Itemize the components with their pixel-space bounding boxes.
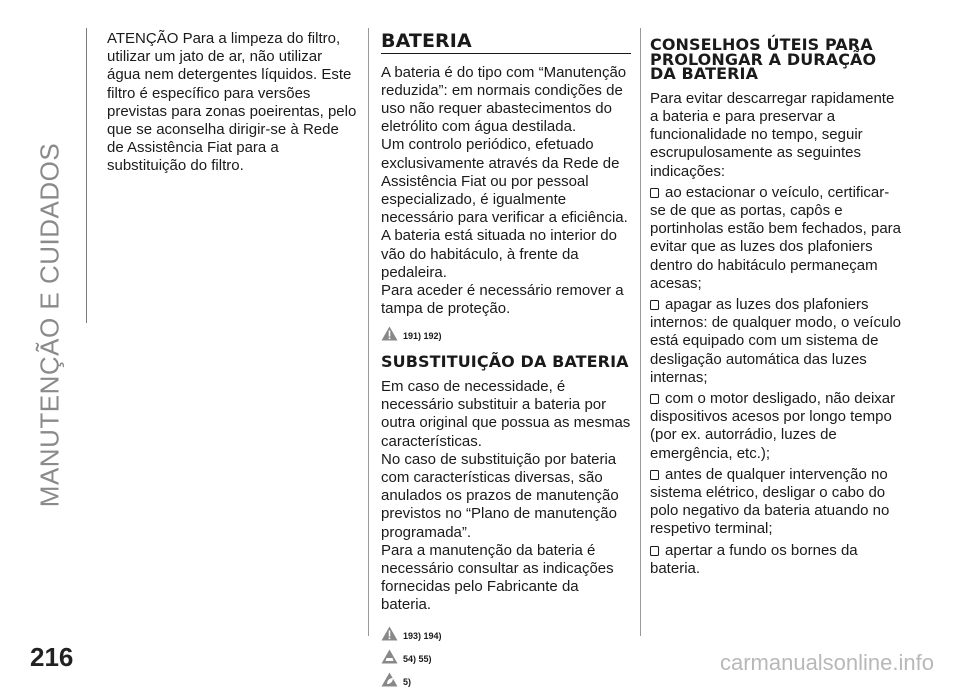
battery-heading: BATERIA (381, 34, 631, 54)
list-item: apertar a fundo os bornes da bateria. (650, 541, 858, 577)
reference-caution (381, 646, 631, 664)
reference-numbers: 193) 194) (403, 630, 442, 641)
column-1 (107, 30, 357, 176)
replacement-paragraph-3: Para a manutenção da bateria é necessário consultar as indicações fornecidas pelo Fabricante da bateria. (381, 541, 614, 614)
checkbox-bullet-icon (650, 300, 659, 310)
list-item: com o motor desligado, não deixar dispositivos acesos por longo tempo (por ex. autorrádio, luzes de emergência, etc.); (650, 390, 896, 462)
column-3 (650, 34, 902, 578)
caution-car-icon (381, 649, 398, 664)
battery-paragraph-3: A bateria está situada no interior do vão do habitáculo, à frente da pedaleira. (381, 227, 617, 281)
list-item: antes de qualquer intervenção no sistema elétrico, desligar o cabo do polo negativo da bateria atuando no respetivo terminal; (650, 465, 890, 538)
checkbox-bullet-icon (650, 394, 659, 404)
checkbox-bullet-icon (650, 546, 659, 556)
battery-paragraph-4: Para aceder é necessário remover a tampa de proteção. (381, 282, 624, 318)
side-rule (86, 28, 87, 323)
replacement-paragraph-1: Em caso de necessidade, é necessário substituir a bateria por outra original que possua as mesmas características. (381, 378, 631, 450)
page-number: 216 (30, 642, 74, 672)
filter-warning-paragraph: ATENÇÃO Para a limpeza do filtro, utilizar um jato de ar, não utilizar água nem detergentes líquidos. Este filtro é específico para versões previstas para zonas poeirentas, pelo que se aconselha dirigir-se à Rede de Assistência Fiat para a substituição do filtro. (107, 30, 357, 175)
reference-numbers: 54) 55) (403, 653, 432, 664)
battery-paragraph-1: A bateria é do tipo com “Manutenção reduzida”: em normais condições de uso não requer abastecimentos do eletrólito com água destilada. (381, 63, 627, 136)
warning-triangle-icon (381, 326, 398, 341)
battery-paragraph-2: Um controlo periódico, efetuado exclusivamente através da Rede de Assistência Fiat ou por pessoal especializado, é igualmente necessário para verificar a eficiência. (381, 136, 628, 227)
warning-triangle-icon (381, 626, 398, 641)
tips-intro: Para evitar descarregar rapidamente a bateria e para preservar a funcionalidade no tempo, seguir escrupulosamente as seguintes indicações: (650, 89, 895, 180)
side-section-title: MANUTENÇÃO E CUIDADOS (34, 142, 65, 508)
checkbox-bullet-icon (650, 188, 659, 198)
environment-leaf-icon (381, 672, 398, 687)
watermark: carmanualsonline.info (719, 650, 934, 675)
reference-numbers: 191) 192) (403, 331, 442, 342)
checkbox-bullet-icon (650, 470, 659, 480)
replacement-paragraph-2: No caso de substituição por bateria com características diversas, são anulados os prazos de manutenção previstos no “Plano de manutenção programada”. (381, 450, 619, 541)
list-item: apagar as luzes dos plafoniers internos: de qualquer modo, o veículo está equipado com um sistema de desligação automática das luzes internas; (650, 296, 901, 386)
list-item: ao estacionar o veículo, certificar-se de que as portas, capôs e portinholas estão bem fechados, para evitar que as luzes dos plafoniers dentro do habitáculo permaneçam acesas; (650, 183, 901, 292)
battery-replacement-heading: SUBSTITUIÇÃO DA BATERIA (381, 352, 629, 372)
column-2 (381, 30, 631, 689)
reference-warning-2 (381, 623, 631, 641)
reference-numbers: 5) (403, 676, 412, 687)
column-divider-1 (368, 28, 369, 636)
battery-tips-heading: CONSELHOS ÚTEIS PARA PROLONGAR A DURAÇÃO DA BATERIA (650, 35, 877, 84)
reference-warning-1 (381, 323, 631, 341)
column-divider-2 (640, 28, 641, 636)
